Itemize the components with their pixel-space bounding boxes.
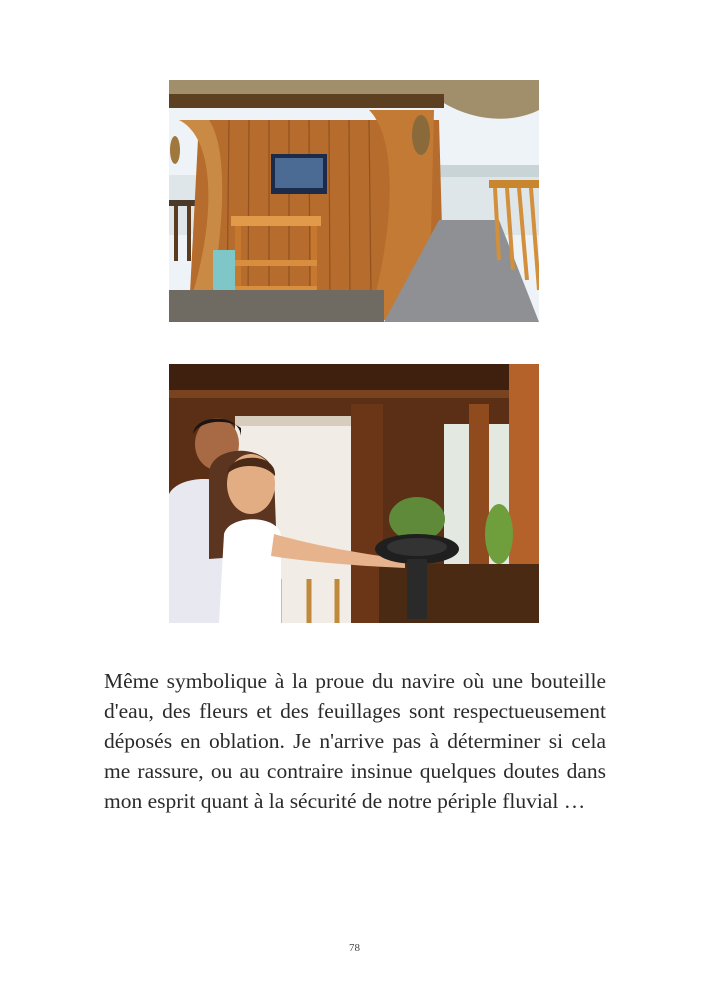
boat-cabin-photo: [169, 80, 539, 322]
body-paragraph: Même symbolique à la proue du navire où une bouteille d'eau, des fleurs et des feuillages sont respectueusement déposés en oblation. Je n'arrive pas à déterminer si cela me rassure, ou au contraire insinue quelques doutes dans mon esprit quant à la sécurité de notre périple fluvial …: [104, 669, 606, 813]
steering-wheel-photo: [169, 364, 539, 623]
page-number: 78: [349, 942, 360, 954]
